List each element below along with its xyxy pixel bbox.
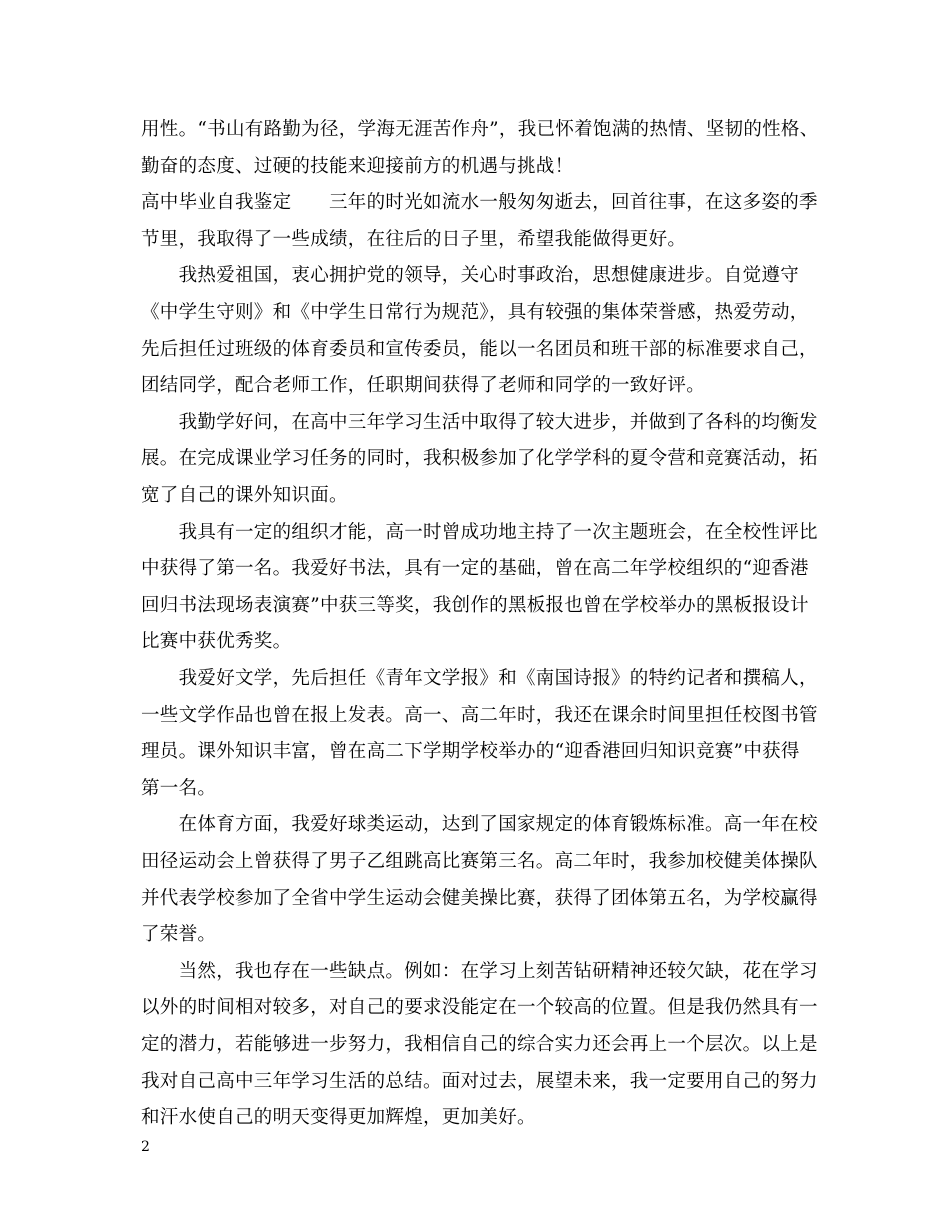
text-line: 一些文学作品也曾在报上发表。高一、高二年时，我还在课余时间里担任校图书管: [141, 704, 818, 726]
text-line: 我对自己高中三年学习生活的总结。面对过去，展望未来，我一定要用自己的努力: [141, 1070, 818, 1092]
page-number: 2: [141, 1139, 150, 1155]
text-line: 以外的时间相对较多，对自己的要求没能定在一个较高的位置。但是我仍然具有一: [141, 997, 818, 1019]
text-line: 理员。课外知识丰富，曾在高二下学期学校举办的“迎香港回归知识竞赛”中获得: [141, 741, 800, 763]
text-line: 团结同学，配合老师工作，任职期间获得了老师和同学的一致好评。: [141, 375, 706, 397]
text-line: 我具有一定的组织才能，高一时曾成功地主持了一次主题班会，在全校性评比: [141, 521, 818, 543]
text-line: 第一名。: [141, 777, 217, 799]
text-line: 勤奋的态度、过硬的技能来迎接前方的机遇与挑战！: [141, 155, 574, 177]
text-line: 用性。“书山有路勤为径，学海无涯苦作舟”，我已怀着饱满的热情、坚韧的性格、: [141, 119, 819, 140]
text-line: 回归书法现场表演赛”中获三等奖，我创作的黑板报也曾在学校举办的黑板报设计: [141, 594, 809, 616]
text-line: 我爱好文学，先后担任《青年文学报》和《南国诗报》的特约记者和撰稿人，: [141, 668, 818, 689]
text-line: 展。在完成课业学习任务的同时，我积极参加了化学学科的夏令营和竞赛活动，拓: [141, 448, 818, 470]
text-line: 中获得了第一名。我爱好书法，具有一定的基础，曾在高二年学校组织的“迎香港: [141, 558, 809, 580]
text-line: 高中毕业自我鉴定 三年的时光如流水一般匆匆逝去，回首往事，在这多姿的季: [141, 192, 818, 214]
text-line: 了荣誉。: [141, 924, 217, 946]
text-line: 宽了自己的课外知识面。: [141, 485, 348, 506]
text-line: 在体育方面，我爱好球类运动，达到了国家规定的体育锻炼标准。高一年在校: [141, 814, 818, 836]
text-line: 当然，我也存在一些缺点。例如：在学习上刻苦钻研精神还较欠缺，花在学习: [141, 960, 818, 982]
text-line: 田径运动会上曾获得了男子乙组跳高比赛第三名。高二年时，我参加校健美体操队: [141, 851, 818, 872]
text-line: 我热爱祖国，衷心拥护党的领导，关心时事政治，思想健康进步。自觉遵守: [141, 265, 800, 287]
text-line: 定的潜力，若能够进一步努力，我相信自己的综合实力还会再上一个层次。以上是: [141, 1034, 818, 1055]
text-line: 并代表学校参加了全省中学生运动会健美操比赛，获得了团体第五名，为学校赢得: [141, 887, 818, 909]
text-line: 先后担任过班级的体育委员和宣传委员，能以一名团员和班干部的标准要求自己，: [141, 338, 818, 360]
text-line: 比赛中获优秀奖。: [141, 631, 292, 653]
text-line: 节里，我取得了一些成绩，在往后的日子里，希望我能做得更好。: [141, 228, 687, 250]
text-line: 和汗水使自己的明天变得更加辉煌，更加美好。: [141, 1107, 536, 1129]
text-line: 《中学生守则》和《中学生日常行为规范》，具有较强的集体荣誉感，热爱劳动，: [141, 302, 809, 323]
text-line: 我勤学好问，在高中三年学习生活中取得了较大进步，并做到了各科的均衡发: [141, 411, 818, 433]
